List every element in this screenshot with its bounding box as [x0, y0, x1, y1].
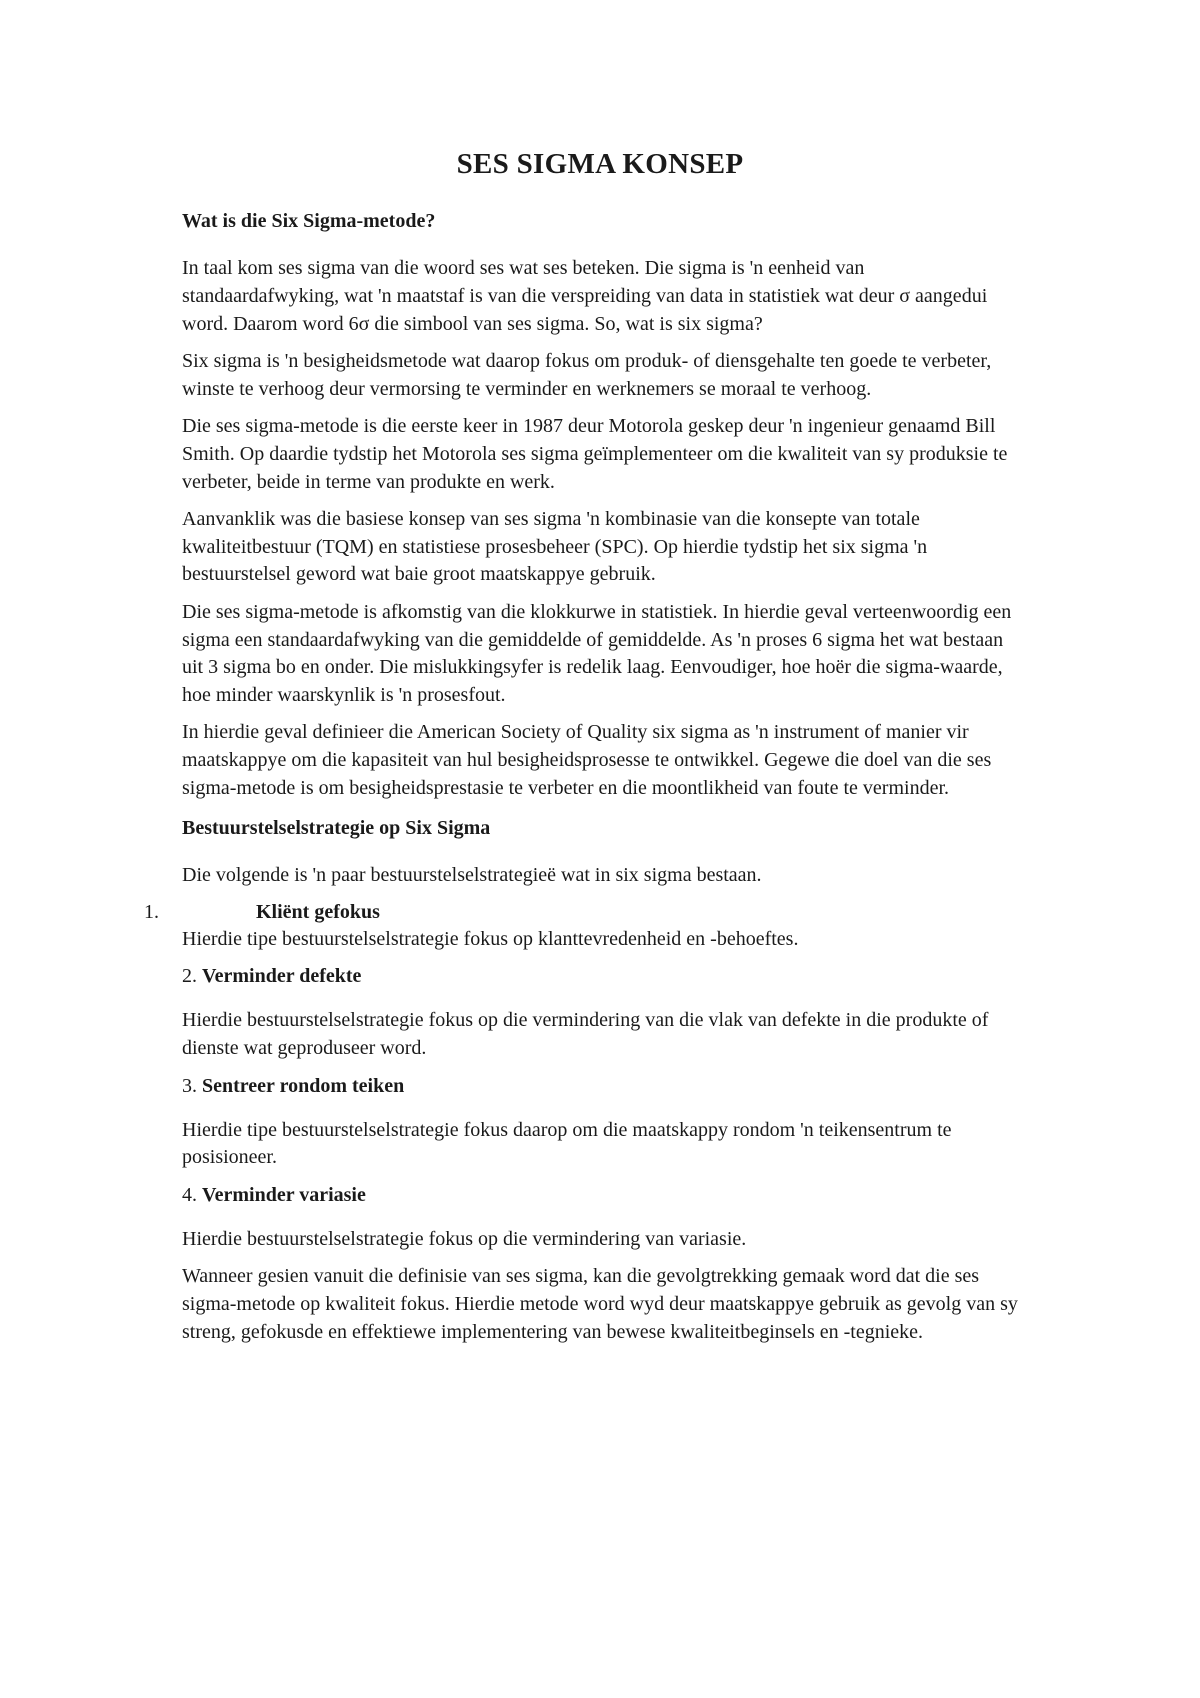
list-item-text: Hierdie bestuurstelselstrategie fokus op die vermindering van die vlak van defekte in die produkte of dienste wat geproduseer word.	[182, 1009, 989, 1060]
conclusion-paragraph: Wanneer gesien vanuit die definisie van ses sigma, kan die gevolgtrekking gemaak word dat die ses sigma-metode op kwaliteit fokus. Hierdie metode word wyd deur maatskappye gebruik as gevolg van sy streng, gefokusde en effektiewe implementering van bewese kwaliteitbeginsels en -tegnieke.	[182, 1264, 1018, 1343]
paragraph: In hierdie geval definieer die American Society of Quality six sigma as 'n instrument of manier vir maatskappye om die kapasiteit van hul besigheidsprosesse te ontwikkel. Gegewe die doel van die ses sigma-metode is om besigheidsprestasie te verbeter en die moontlikheid van foute te verminder.	[182, 721, 992, 800]
document-title: SES SIGMA KONSEP	[456, 148, 744, 180]
list-item-title: Sentreer rondom teiken	[202, 1074, 405, 1097]
list-item-text: Hierdie bestuurstelselstrategie fokus op die vermindering van variasie.	[182, 1227, 747, 1250]
section-heading-management-strategy: Bestuurstelselstrategie op Six Sigma	[182, 816, 491, 839]
paragraph: Six sigma is 'n besigheidsmetode wat daarop fokus om produk- of diensgehalte ten goede te verbeter, winste te verhoog deur vermorsing te verminder en werknemers se moraal te verhoog.	[182, 349, 992, 400]
list-item-1-heading	[144, 899, 1022, 926]
paragraph: In taal kom ses sigma van die woord ses wat ses beteken. Die sigma is 'n eenheid van standaardafwyking, wat 'n maatstaf is van die verspreiding van data in statistiek wat deur σ aangedui word. Daarom word 6σ die simbool van ses sigma. So, wat is six sigma?	[182, 257, 988, 335]
paragraph: Die ses sigma-metode is die eerste keer in 1987 deur Motorola geskep deur 'n ingenieur genaamd Bill Smith. Op daardie tydstip het Motorola ses sigma geïmplementeer om die kwaliteit van sy produksie te verbeter, beide in terme van produkte en werk.	[182, 414, 1008, 493]
list-item-text: Hierdie tipe bestuurstelselstrategie fokus op klanttevredenheid en -behoeftes.	[182, 928, 799, 951]
list-item-title: Verminder variasie	[202, 1183, 366, 1206]
paragraph: Die ses sigma-metode is afkomstig van die klokkurwe in statistiek. In hierdie geval verteenwoordig een sigma een standaardafwyking van die gemiddelde of gemiddelde. As 'n proses 6 sigma het wat bestaan uit 3 sigma bo en onder. Die mislukkingsyfer is redelik laag. Eenvoudiger, hoe hoër die sigma-waarde, hoe minder waarskynlik is 'n prosesfout.	[182, 600, 1012, 707]
document-body	[144, 208, 1022, 1356]
list-item-title: Kliënt gefokus	[256, 901, 380, 924]
list-item-number: 1.	[144, 901, 159, 924]
section-intro: Die volgende is 'n paar bestuurstelselstrategieë wat in six sigma bestaan.	[182, 863, 762, 886]
list-item-text: Hierdie tipe bestuurstelselstrategie fokus daarop om die maatskappy rondom 'n teikensentrum te posisioneer.	[182, 1118, 952, 1169]
list-item-3-heading	[182, 1073, 1022, 1100]
list-item-number: 3.	[182, 1074, 202, 1097]
list-item-title: Verminder defekte	[202, 965, 362, 988]
list-item-number: 4.	[182, 1183, 202, 1206]
list-item-2-heading	[182, 963, 1022, 990]
list-item-number: 2.	[182, 965, 202, 988]
list-item-4-heading	[182, 1182, 1022, 1209]
paragraph: Aanvanklik was die basiese konsep van ses sigma 'n kombinasie van die konsepte van totale kwaliteitbestuur (TQM) en statistiese prosesbeheer (SPC). Op hierdie tydstip het six sigma 'n bestuurstelsel geword wat baie groot maatskappye gebruik.	[182, 507, 928, 586]
section-heading-six-sigma-method: Wat is die Six Sigma-metode?	[182, 210, 436, 232]
